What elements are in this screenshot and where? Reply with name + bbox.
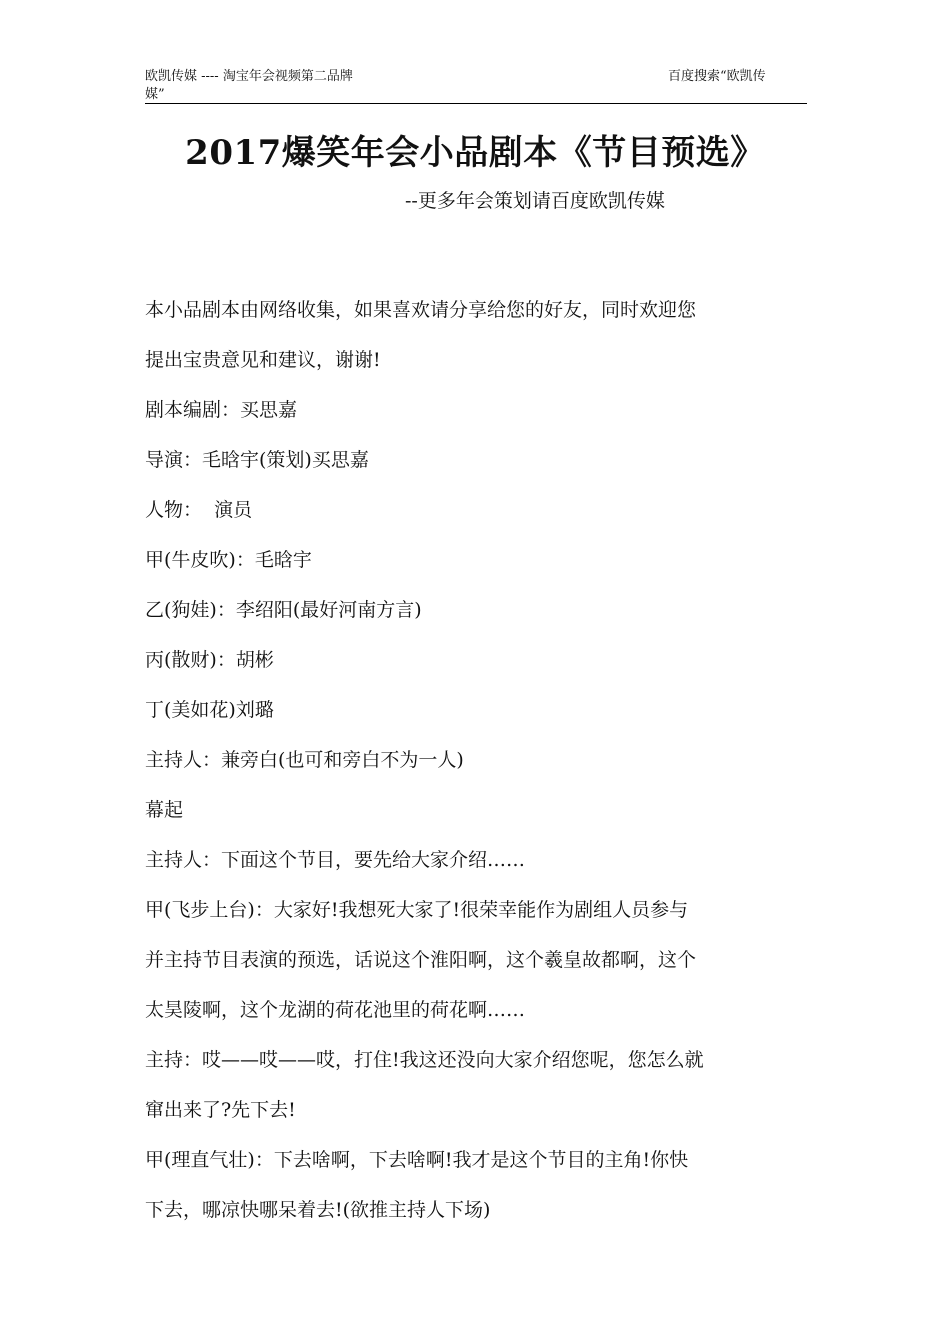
body-line: 甲(理直气壮)：下去啥啊，下去啥啊!我才是这个节目的主角!你快 xyxy=(145,1149,689,1171)
body-line: 幕起 xyxy=(145,799,184,821)
body-line: 甲(牛皮吹)：毛晗宇 xyxy=(145,549,312,571)
body-line: 并主持节目表演的预选，话说这个淮阳啊，这个羲皇故都啊，这个 xyxy=(145,949,697,971)
body-line: 丙(散财)：胡彬 xyxy=(145,649,274,671)
body-line: 窜出来了?先下去! xyxy=(145,1099,296,1121)
header-divider xyxy=(145,103,807,104)
body-line: 乙(狗娃)：李绍阳(最好河南方言) xyxy=(145,599,422,621)
body-line: 本小品剧本由网络收集，如果喜欢请分享给您的好友，同时欢迎您 xyxy=(145,299,697,321)
body-line: 甲(飞步上台)：大家好!我想死大家了!很荣幸能作为剧组人员参与 xyxy=(145,899,689,921)
running-header-right: 百度搜索“欧凯传 xyxy=(668,69,766,84)
body-line: 导演：毛晗宇(策划)买思嘉 xyxy=(145,449,369,471)
running-header-left xyxy=(145,68,395,104)
body-line: 主持人：下面这个节目，要先给大家介绍…… xyxy=(145,849,526,871)
header-left-line-2: 媒” xyxy=(145,87,165,102)
document-subtitle: --更多年会策划请百度欧凯传媒 xyxy=(405,190,665,212)
body-line: 下去，哪凉快哪呆着去!(欲推主持人下场) xyxy=(145,1199,491,1221)
body-line: 人物： 演员 xyxy=(145,499,253,521)
body-line: 主持人：兼旁白(也可和旁白不为一人) xyxy=(145,749,464,771)
body-line: 太昊陵啊，这个龙湖的荷花池里的荷花啊…… xyxy=(145,999,526,1021)
body-line: 丁(美如花)刘璐 xyxy=(145,699,274,721)
header-left-line-1: 欧凯传媒 ---- 淘宝年会视频第二品牌 xyxy=(145,69,353,84)
body-line: 剧本编剧：买思嘉 xyxy=(145,399,298,421)
body-line: 主持：哎——哎——哎，打住!我这还没向大家介绍您呢，您怎么就 xyxy=(145,1049,704,1071)
document-body xyxy=(145,285,807,1235)
body-line: 提出宝贵意见和建议，谢谢! xyxy=(145,349,381,371)
document-title: 2017爆笑年会小品剧本《节目预选》 xyxy=(185,133,765,173)
